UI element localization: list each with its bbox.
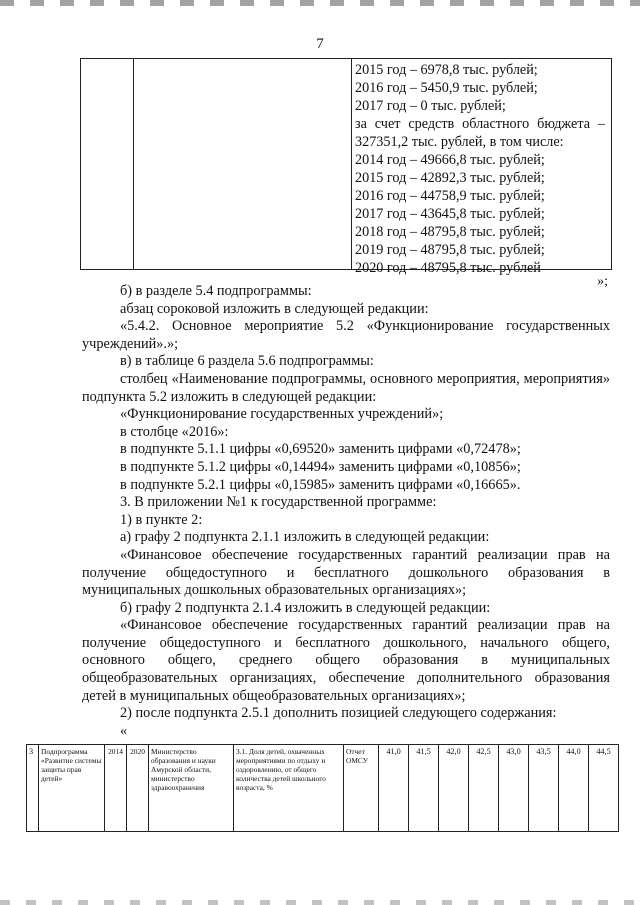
paragraph: в) в таблице 6 раздела 5.6 подпрограммы: (120, 353, 374, 370)
paragraph: б) в разделе 5.4 подпрограммы: (120, 283, 312, 299)
paragraph: в подпункте 5.1.2 цифры «0,14494» заменить цифрами «0,10856»; (120, 458, 521, 475)
paragraph: « (120, 722, 128, 739)
table-divider (351, 59, 352, 269)
table-cell: 3.1. Доля детей, охваченных мероприятиями по отдыху и оздоровлению, от общего количества детей школьного возраста, % (234, 745, 344, 832)
table-cell: 2020 (127, 745, 149, 832)
paragraph: 1) в пункте 2: (120, 511, 203, 528)
paragraph: а) графу 2 подпункта 2.1.1 изложить в следующей редакции: (120, 529, 490, 546)
paragraph: «Функционирование государственных учреждений»; (120, 406, 444, 423)
table-row (27, 745, 619, 832)
table-cell: 41,5 (409, 745, 439, 832)
funding-line: 2019 год – 48795,8 тыс. рублей; (355, 242, 545, 258)
funding-line: 2014 год – 49666,8 тыс. рублей; (355, 152, 545, 168)
paragraph: «5.4.2. Основное мероприятие 5.2 «Функционирование государственных учреждений».»; (82, 318, 610, 352)
funding-line: 2016 год – 5450,9 тыс. рублей; (355, 80, 538, 96)
table-cell: Подпрограмма «Развитие системы защиты прав детей» (39, 745, 105, 832)
scan-artifact-bottom (0, 900, 640, 905)
funding-table (80, 58, 612, 276)
funding-line: 2018 год – 48795,8 тыс. рублей; (355, 224, 545, 240)
paragraph: 2) после подпункта 2.5.1 дополнить позицией следующего содержания: (120, 705, 557, 722)
table-cell: Министерство образования и науки Амурской области, министерство здравоохранения (149, 745, 234, 832)
funding-line: 327351,2 тыс. рублей, в том числе: (355, 134, 564, 150)
funding-line: за счет средств областного бюджета – (355, 116, 605, 132)
closing-quote: »; (597, 274, 608, 289)
funding-line: 2016 год – 44758,9 тыс. рублей; (355, 188, 545, 204)
table-cell: 42,0 (439, 745, 469, 832)
funding-line: 2015 год – 42892,3 тыс. рублей; (355, 170, 545, 186)
paragraph: в столбце «2016»: (120, 423, 229, 440)
paragraph: б) графу 2 подпункта 2.1.4 изложить в следующей редакции: (120, 599, 491, 616)
document-body (82, 283, 610, 740)
table-cell: 3 (27, 745, 39, 832)
table-cell: 43,0 (499, 745, 529, 832)
table-cell: 44,0 (559, 745, 589, 832)
page-number: 7 (316, 36, 324, 52)
paragraph: в подпункте 5.1.1 цифры «0,69520» заменить цифрами «0,72478»; (120, 441, 521, 458)
table-cell: 41,0 (379, 745, 409, 832)
table-cell: 44,5 (589, 745, 619, 832)
indicator-table (26, 744, 619, 832)
table-cell: 2014 (105, 745, 127, 832)
funding-line: 2015 год – 6978,8 тыс. рублей; (355, 62, 538, 78)
table-cell: 43,5 (529, 745, 559, 832)
paragraph: столбец «Наименование подпрограммы, основного мероприятия, мероприятия» подпункта 5.2 изложить в следующей редакции: (82, 370, 610, 405)
table-cell: 42,5 (469, 745, 499, 832)
paragraph: «Финансовое обеспечение государственных гарантий реализации прав на получение общедоступного и бесплатного дошкольного образования в муниципальных дошкольных образовательных организациях»; (82, 546, 610, 599)
funding-line: 2017 год – 0 тыс. рублей; (355, 98, 506, 114)
funding-cell (355, 61, 605, 277)
paragraph: «Финансовое обеспечение государственных гарантий реализации прав на получение общедоступного и бесплатного дошкольного, начального общего, основного общего, среднего общего образования в муниципальных общеобразовательных организациях, обеспечение дополнительного образования детей в муниципальных общеобразовательных организациях»; (82, 617, 610, 704)
funding-line: 2020 год – 48795,8 тыс. рублей (355, 260, 541, 276)
paragraph: в подпункте 5.2.1 цифры «0,15985» заменить цифрами «0,16665». (120, 476, 521, 493)
paragraph: абзац сороковой изложить в следующей редакции: (120, 300, 429, 317)
table-cell: Отчет ОМСУ (344, 745, 379, 832)
funding-line: 2017 год – 43645,8 тыс. рублей; (355, 206, 545, 222)
scan-artifact-top (0, 0, 640, 6)
paragraph: 3. В приложении №1 к государственной программе: (120, 494, 437, 511)
table-divider (133, 59, 134, 269)
